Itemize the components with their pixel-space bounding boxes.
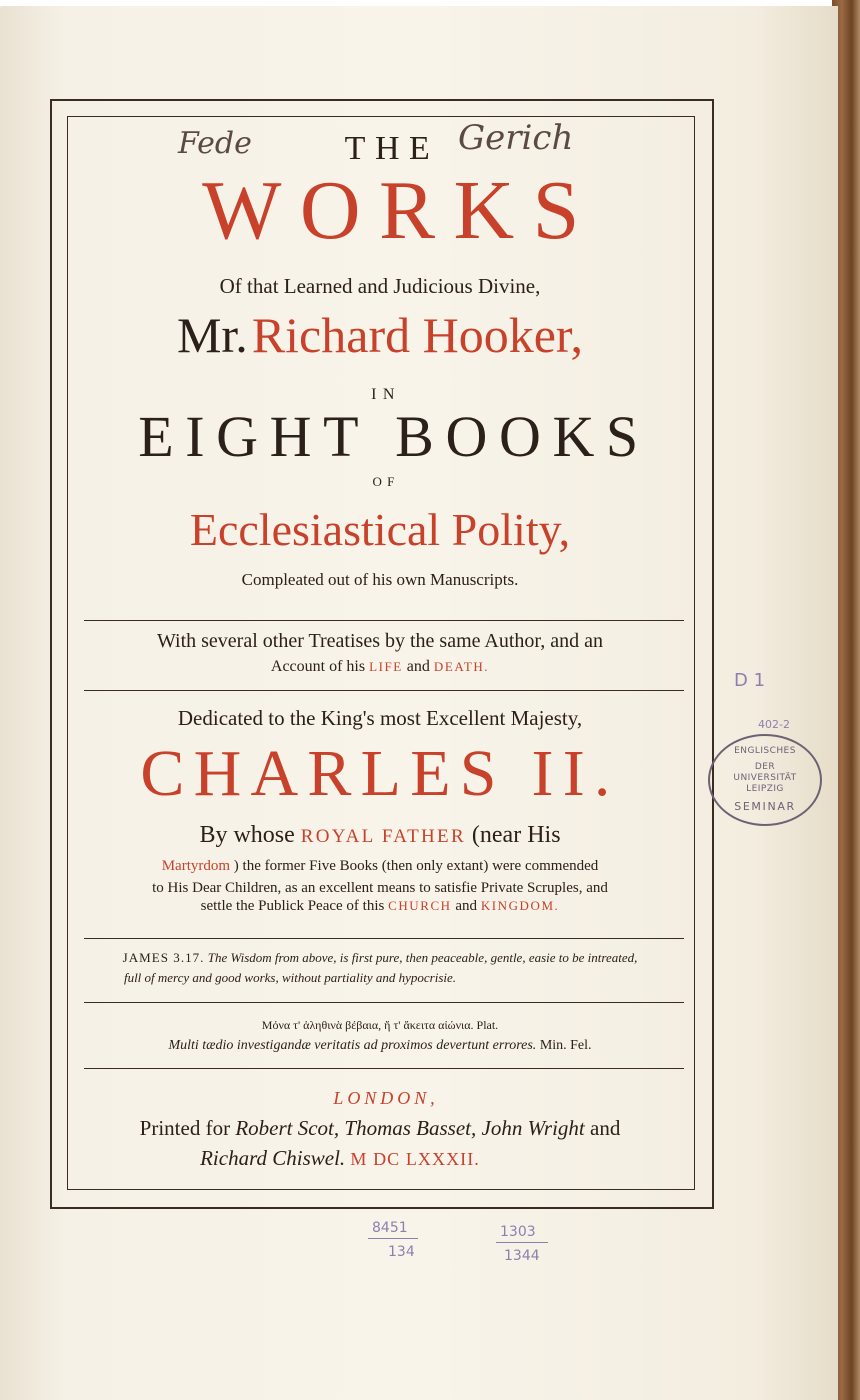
royal-father-line [0,822,760,849]
james-ref: JAMES 3.17. [122,950,205,965]
rule-1 [84,620,684,621]
mr-label: Mr. [176,307,248,363]
pencil-shelfmark-2: 402-2 [758,718,790,731]
james-line-2: full of mercy and good works, without partiality and hypocrisie. [123,970,457,985]
pencil-number-left-top: 8451 [372,1220,408,1236]
stamp-line-4: LEIPZIG [746,784,784,794]
and-word-3: and [590,1116,621,1140]
stamp-line-3: UNIVERSITÄT [733,773,797,783]
martyrdom-line [0,858,760,875]
charles-ii: CHARLES II. [140,737,620,810]
treatises-line: With several other Treatises by the same Author, and an [156,630,604,652]
rule-5 [84,1068,684,1069]
printer-chiswel: Richard Chiswel. [200,1146,346,1170]
near-his: (near His [471,822,561,848]
pencil-fraction-bar-right [496,1242,548,1243]
rule-4 [84,1002,684,1003]
year: M DC LXXXII. [350,1149,480,1169]
of-label: OF [372,474,400,489]
pencil-shelfmark-1: D 1 [734,670,766,691]
dear-children-line: to His Dear Children, as an excellent means to satisfie Private Scruples, and [152,880,608,896]
ink-signature-right: Gerich [458,118,574,158]
church-word: CHURCH [388,898,452,913]
eight-books: EIGHT BOOKS [138,404,650,469]
latin-quote: Multi tædio investigandæ veritatis ad proximos devertunt errores. [168,1038,537,1053]
ecclesiastical-polity: Ecclesiastical Polity, [189,504,571,555]
printer-wright: John Wright [481,1116,585,1140]
rule-2 [84,690,684,691]
james-text-1: The Wisdom from above, is first pure, then peaceable, gentle, easie to be intreated, [207,950,638,965]
james-line-1 [0,950,760,966]
plat-label: Plat. [476,1018,499,1032]
greek-line [0,1018,760,1033]
title-the: THE [344,130,440,167]
rule-3 [84,938,684,939]
printed-for: Printed for [139,1116,231,1140]
former-books-text: ) the former Five Books (then only extant) were commended [233,858,599,874]
latin-line [0,1038,760,1054]
in-label: IN [371,386,401,403]
greek-quote: Μόνα τ' ἀληθινὰ βέβαια, ἤ τ' ἄκειτα αἰώνια. [261,1018,474,1032]
royal-father: ROYAL FATHER [300,826,466,847]
printer-scot: Robert Scot, [235,1116,340,1140]
stamp-line-2: DER [754,762,776,772]
ink-signature-left: Fede [178,126,252,161]
life-word: LIFE [369,659,403,674]
life-death-line [0,658,760,676]
london: LONDON, [333,1088,439,1108]
kingdom-word: KINGDOM. [480,898,560,913]
of-that-learned: Of that Learned and Judicious Divine, [219,274,541,298]
pencil-number-right-bottom: 1344 [504,1248,540,1264]
title-page [0,6,838,1400]
settle-line [0,898,760,915]
and-word: and [406,658,430,675]
chiswel-line [0,1146,720,1171]
library-stamp [708,734,822,826]
author-line [0,306,760,370]
settle-text: settle the Publick Peace of this [200,898,385,914]
min-fel-label: Min. Fel. [539,1038,592,1053]
stamp-line-1: ENGLISCHES [734,746,796,756]
title-works: WORKS [202,164,598,257]
author-name: Richard Hooker, [251,307,584,363]
compleated-line: Compleated out of his own Manuscripts. [241,570,519,589]
printed-for-line [0,1116,760,1141]
account-of: Account of his [270,658,366,675]
martyrdom-word: Martyrdom [161,858,231,874]
pencil-number-left-bottom: 134 [388,1244,415,1260]
stamp-line-5: SEMINAR [734,800,796,813]
by-whose: By whose [199,822,295,848]
printer-basset: Thomas Basset, [344,1116,477,1140]
death-word: DEATH. [433,659,490,674]
pencil-number-right-top: 1303 [500,1224,536,1240]
pencil-fraction-bar-left [368,1238,418,1239]
and-word-2: and [455,898,478,914]
dedicated-line: Dedicated to the King's most Excellent Majesty, [177,706,583,730]
